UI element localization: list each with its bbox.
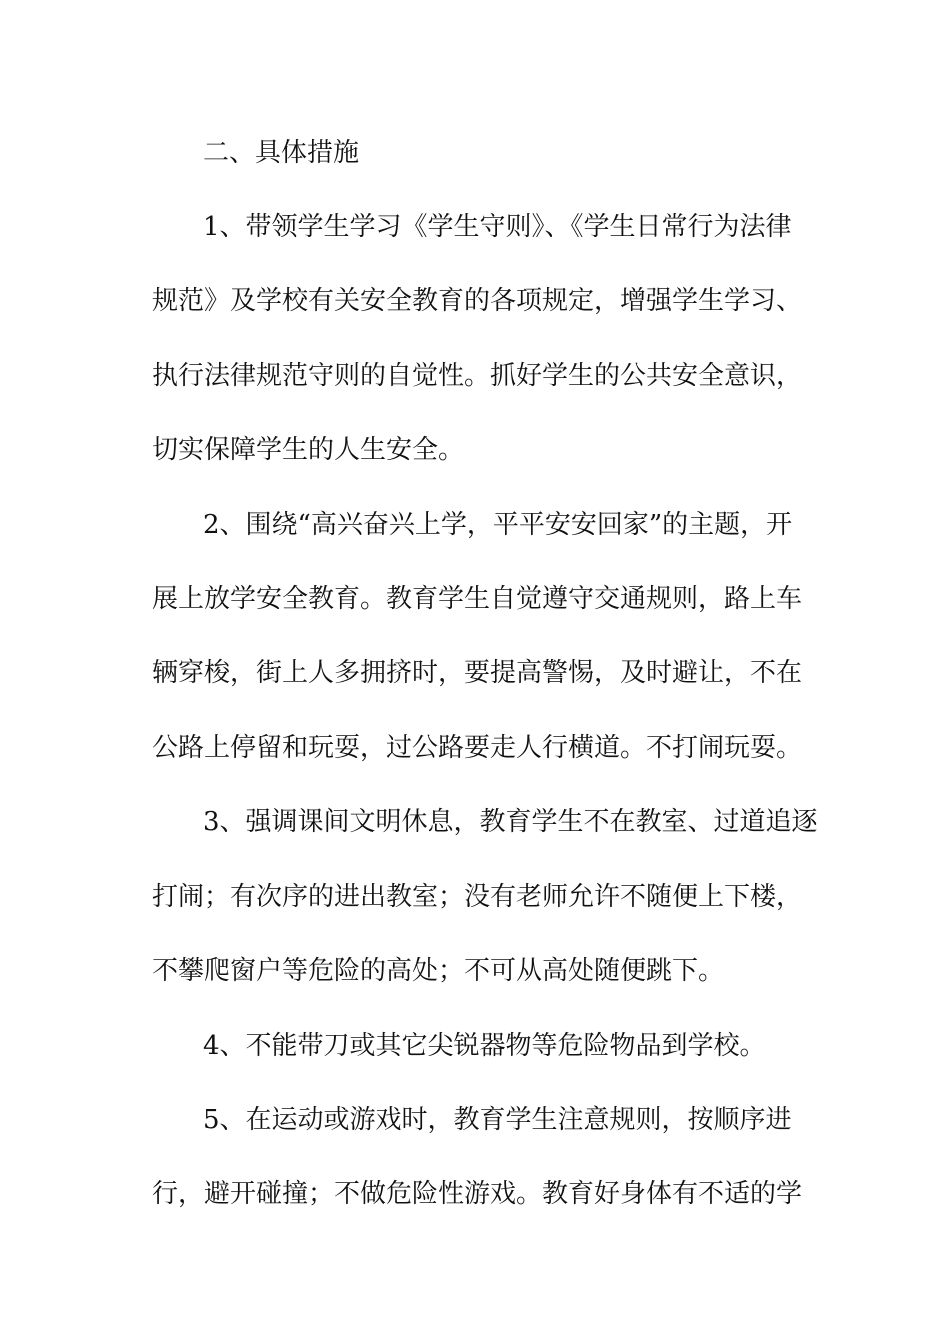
paragraph-1-line-1: 1、带领学生学习《学生守则》、《学生日常行为法律 [203, 212, 792, 242]
paragraph-2-line-4: 公路上停留和玩耍，过公路要走人行横道。不打闹玩耍。 [152, 733, 803, 763]
paragraph-2-line-2: 展上放学安全教育。教育学生自觉遵守交通规则，路上车 [152, 584, 803, 614]
paragraph-5-line-1: 5、在运动或游戏时，教育学生注意规则，按顺序进 [203, 1105, 792, 1135]
paragraph-3-line-3: 不攀爬窗户等危险的高处；不可从高处随便跳下。 [152, 956, 725, 986]
paragraph-1-line-4: 切实保障学生的人生安全。 [152, 435, 465, 465]
paragraph-2-line-3: 辆穿梭，街上人多拥挤时，要提高警惕，及时避让，不在 [152, 658, 803, 688]
paragraph-3-line-1: 3、强调课间文明休息，教育学生不在教室、过道追逐 [203, 807, 818, 837]
paragraph-5-line-2: 行，避开碰撞；不做危险性游戏。教育好身体有不适的学 [152, 1179, 803, 1209]
section-heading: 二、具体措施 [203, 138, 360, 168]
paragraph-1-line-2: 规范》及学校有关安全教育的各项规定，增强学生学习、 [152, 286, 803, 316]
paragraph-2-line-1: 2、围绕“高兴奋兴上学，平平安安回家”的主题，开 [203, 510, 793, 540]
paragraph-4-line-1: 4、不能带刀或其它尖锐器物等危险物品到学校。 [203, 1031, 766, 1061]
paragraph-3-line-2: 打闹；有次序的进出教室；没有老师允许不随便上下楼， [152, 882, 803, 912]
paragraph-1-line-3: 执行法律规范守则的自觉性。抓好学生的公共安全意识， [152, 361, 803, 391]
